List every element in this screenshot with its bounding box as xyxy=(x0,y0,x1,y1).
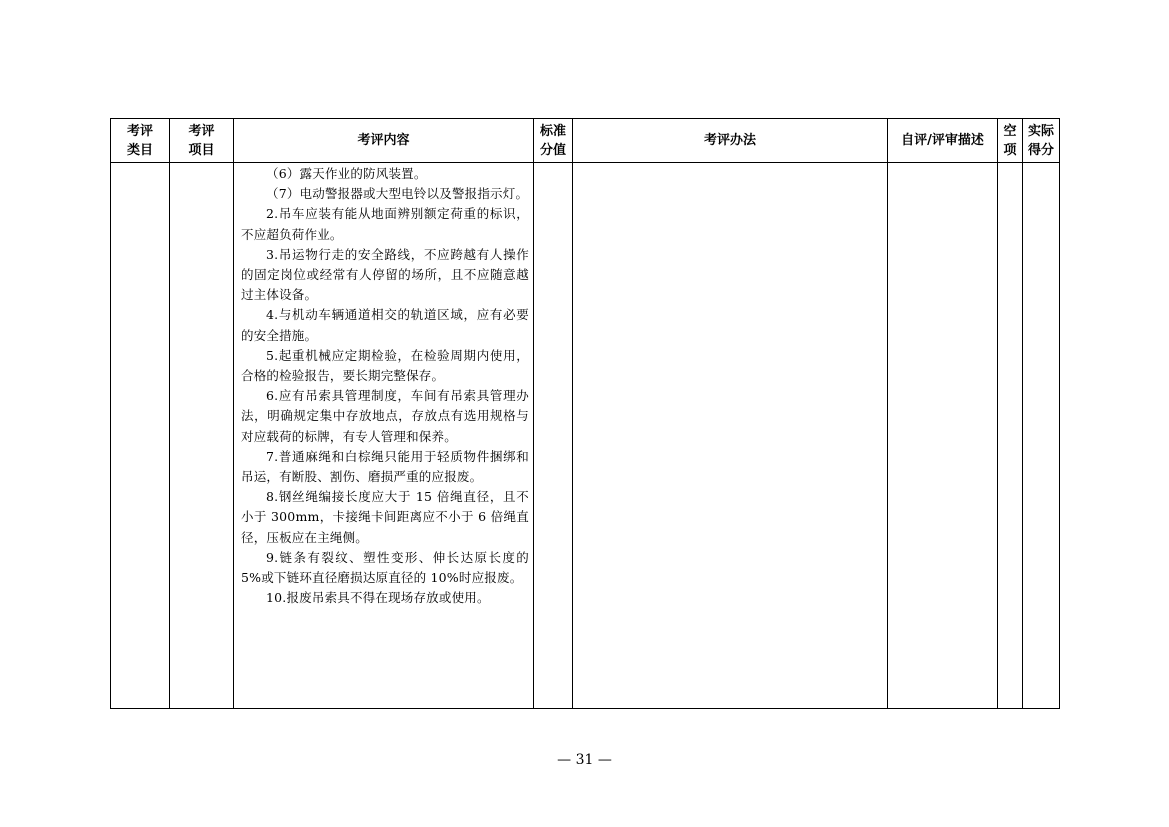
content-paragraph: 9.链条有裂纹、塑性变形、伸长达原长度的 5%或下链环直径磨损达原直径的 10%时应报废。 xyxy=(241,549,529,586)
table-row xyxy=(111,163,1060,709)
category-cell xyxy=(111,163,170,709)
actual-score-cell xyxy=(1023,163,1060,709)
content-paragraph: 10.报废吊索具不得在现场存放或使用。 xyxy=(266,590,490,606)
header-blank-item: 空 项 xyxy=(998,119,1023,163)
header-category: 考评 类目 xyxy=(111,119,170,163)
standard-score-cell xyxy=(534,163,573,709)
content-paragraph: 7.普通麻绳和白棕绳只能用于轻质物件捆绑和吊运，有断股、割伤、磨损严重的应报废。 xyxy=(241,448,529,485)
header-method: 考评办法 xyxy=(573,119,888,163)
content-paragraph: 4.与机动车辆通道相交的轨道区域，应有必要的安全措施。 xyxy=(241,307,529,343)
page-number: — 31 — xyxy=(557,752,612,768)
method-cell xyxy=(573,163,888,709)
self-review-cell xyxy=(888,163,998,709)
header-self-review: 自评/评审描述 xyxy=(888,119,998,163)
header-actual-score: 实际 得分 xyxy=(1023,119,1060,163)
header-standard-score: 标准 分值 xyxy=(534,119,573,163)
item-cell xyxy=(170,163,234,709)
content-paragraph: 3.吊运物行走的安全路线，不应跨越有人操作的固定岗位或经常有人停留的场所，且不应随意越过主体设备。 xyxy=(241,246,529,303)
content-paragraph: 6.应有吊索具管理制度，车间有吊索具管理办法，明确规定集中存放地点，存放点有选用规格与对应载荷的标牌，有专人管理和保养。 xyxy=(241,388,529,444)
header-item: 考评 项目 xyxy=(170,119,234,163)
header-content: 考评内容 xyxy=(234,119,534,163)
evaluation-table xyxy=(110,118,1060,709)
content-paragraph: （6）露天作业的防风装置。 xyxy=(266,166,427,181)
content-paragraph: 8.钢丝绳编接长度应大于 15 倍绳直径，且不小于 300mm，卡接绳卡间距离应不小于 6 倍绳直径，压板应在主绳侧。 xyxy=(241,489,529,545)
blank-item-cell xyxy=(998,163,1023,709)
content-paragraph: 5.起重机械应定期检验，在检验周期内使用，合格的检验报告，要长期完整保存。 xyxy=(241,347,529,384)
content-cell xyxy=(234,163,534,709)
content-paragraph: 2.吊车应装有能从地面辨别额定荷重的标识，不应超负荷作业。 xyxy=(241,206,529,242)
content-paragraph: （7）电动警报器或大型电铃以及警报指示灯。 xyxy=(266,186,529,202)
header-row xyxy=(111,119,1060,163)
